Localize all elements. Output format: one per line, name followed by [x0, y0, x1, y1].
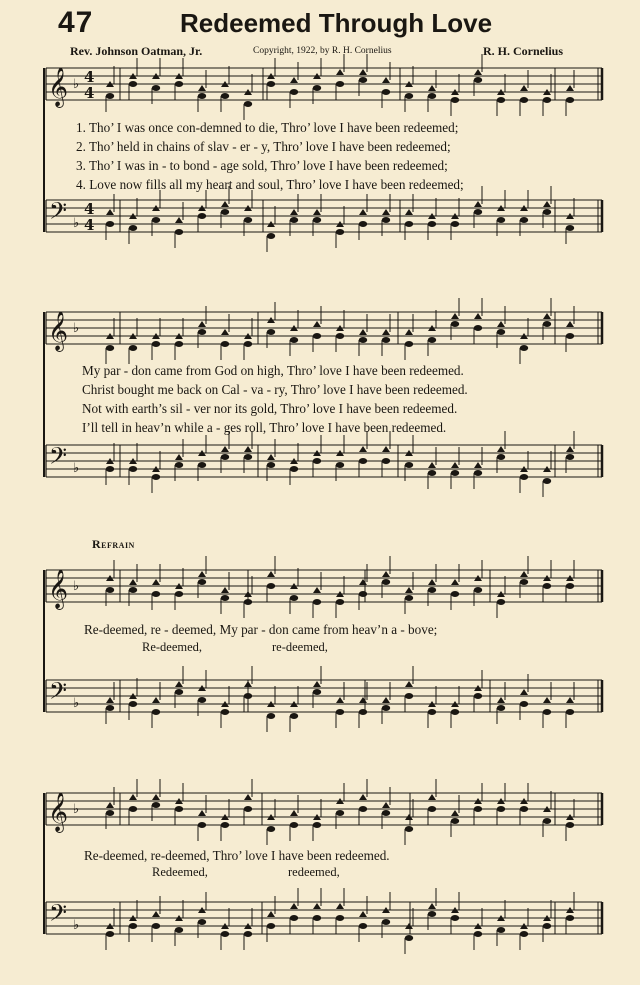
note-head	[543, 697, 551, 703]
note-head	[129, 466, 137, 472]
note-head	[520, 806, 528, 812]
treble-clef-icon: 𝄞	[48, 311, 69, 351]
time-signature-bottom: 4	[84, 216, 95, 234]
flat-icon: ♭	[73, 802, 80, 817]
note-head	[198, 462, 206, 468]
note-head	[428, 93, 436, 99]
note-head	[359, 77, 367, 83]
note-head	[290, 810, 298, 816]
note-head	[267, 583, 275, 589]
note-head	[382, 579, 390, 585]
note-head	[244, 931, 252, 937]
note-head	[221, 822, 229, 828]
note-head	[382, 919, 390, 925]
note-head	[290, 822, 298, 828]
note-head	[175, 927, 183, 933]
note-head	[497, 97, 505, 103]
note-head	[543, 321, 551, 327]
note-head	[336, 81, 344, 87]
note-head	[244, 794, 252, 800]
note-head	[405, 93, 413, 99]
note-head	[474, 325, 482, 331]
note-head	[428, 903, 436, 909]
note-head	[244, 341, 252, 347]
note-head	[428, 221, 436, 227]
note-head	[474, 806, 482, 812]
refrain-echo-1b: re-deemed,	[272, 640, 328, 654]
note-head	[106, 345, 114, 351]
note-head	[267, 462, 275, 468]
note-head	[175, 341, 183, 347]
refrain-echo-2b: redeemed,	[288, 865, 340, 879]
note-head	[566, 709, 574, 715]
note-head	[359, 911, 367, 917]
note-head	[497, 806, 505, 812]
note-head	[175, 806, 183, 812]
note-head	[152, 794, 160, 800]
note-head	[221, 329, 229, 335]
verse-4-line-b: I’ll tell in heav’n while a - ges roll, Thro’ love I have been redeemed.	[82, 420, 447, 435]
note-head	[106, 705, 114, 711]
note-head	[543, 923, 551, 929]
note-head	[451, 709, 459, 715]
note-head	[451, 462, 459, 468]
note-head	[428, 587, 436, 593]
note-head	[428, 579, 436, 585]
note-head	[497, 321, 505, 327]
note-head	[244, 693, 252, 699]
note-head	[566, 321, 574, 327]
note-head	[290, 595, 298, 601]
note-head	[267, 923, 275, 929]
note-head	[129, 701, 137, 707]
note-head	[543, 313, 551, 319]
note-head	[405, 693, 413, 699]
note-head	[428, 337, 436, 343]
note-head	[313, 903, 321, 909]
note-head	[290, 466, 298, 472]
note-head	[382, 571, 390, 577]
note-head	[244, 599, 252, 605]
note-head	[152, 217, 160, 223]
note-head	[221, 93, 229, 99]
note-head	[382, 446, 390, 452]
note-head	[198, 810, 206, 816]
note-head	[290, 89, 298, 95]
note-head	[451, 915, 459, 921]
note-head	[129, 345, 137, 351]
note-head	[336, 462, 344, 468]
note-head	[566, 822, 574, 828]
note-head	[106, 931, 114, 937]
note-head	[520, 217, 528, 223]
note-head	[198, 329, 206, 335]
note-head	[152, 85, 160, 91]
copyright-notice: Copyright, 1922, by R. H. Cornelius	[253, 46, 392, 56]
note-head	[313, 333, 321, 339]
note-head	[175, 462, 183, 468]
note-head	[244, 806, 252, 812]
note-head	[129, 794, 137, 800]
note-head	[267, 233, 275, 239]
note-head	[313, 217, 321, 223]
note-head	[382, 77, 390, 83]
bass-clef-icon: 𝄢	[49, 442, 68, 475]
note-head	[106, 209, 114, 215]
note-head	[290, 217, 298, 223]
note-head	[543, 709, 551, 715]
note-head	[497, 217, 505, 223]
note-head	[520, 97, 528, 103]
note-head	[290, 713, 298, 719]
note-head	[359, 458, 367, 464]
note-head	[198, 919, 206, 925]
note-head	[382, 705, 390, 711]
note-head	[428, 911, 436, 917]
note-head	[221, 587, 229, 593]
verse-1-line-b: My par - don came from God on high, Thro’ love I have been redeemed.	[82, 363, 464, 378]
note-head	[520, 85, 528, 91]
note-head	[244, 446, 252, 452]
note-head	[175, 591, 183, 597]
verse-3-line-a: 3. Tho’ I was in - to bond - age sold, Thro’ love I have been redeemed;	[76, 158, 448, 173]
note-head	[474, 201, 482, 207]
author-credit: Rev. Johnson Oatman, Jr.	[70, 44, 203, 58]
note-head	[520, 345, 528, 351]
bass-clef-icon: 𝄢	[49, 677, 68, 710]
note-head	[382, 89, 390, 95]
note-head	[152, 709, 160, 715]
note-head	[313, 85, 321, 91]
note-head	[359, 709, 367, 715]
note-head	[405, 209, 413, 215]
note-head	[198, 93, 206, 99]
note-head	[175, 454, 183, 460]
note-head	[152, 474, 160, 480]
note-head	[106, 587, 114, 593]
note-head	[313, 458, 321, 464]
note-head	[336, 697, 344, 703]
note-head	[106, 93, 114, 99]
verse-1-line-a: 1. Tho’ I was once con-demned to die, Thro’ love I have been redeemed;	[76, 120, 459, 135]
note-head	[267, 571, 275, 577]
note-head	[451, 810, 459, 816]
flat-icon: ♭	[73, 461, 80, 476]
note-head	[336, 599, 344, 605]
note-head	[428, 85, 436, 91]
note-head	[474, 313, 482, 319]
note-head	[313, 321, 321, 327]
composer-credit: R. H. Cornelius	[483, 44, 564, 58]
note-head	[313, 587, 321, 593]
note-head	[313, 822, 321, 828]
flat-icon: ♭	[73, 579, 80, 594]
note-head	[497, 697, 505, 703]
refrain-line-2: Re-deemed, re-deemed, Thro’ love I have been redeemed.	[84, 848, 390, 863]
note-head	[336, 903, 344, 909]
note-head	[106, 810, 114, 816]
hymn-number: 47	[58, 6, 94, 39]
note-head	[474, 587, 482, 593]
note-head	[129, 923, 137, 929]
note-head	[451, 579, 459, 585]
note-head	[566, 333, 574, 339]
note-head	[221, 931, 229, 937]
note-head	[520, 689, 528, 695]
note-head	[221, 709, 229, 715]
note-head	[497, 927, 505, 933]
note-head	[451, 97, 459, 103]
note-head	[244, 681, 252, 687]
note-head	[520, 571, 528, 577]
note-head	[566, 583, 574, 589]
refrain-echo-2a: Redeemed,	[152, 865, 208, 879]
note-head	[129, 225, 137, 231]
note-head	[336, 810, 344, 816]
note-head	[497, 329, 505, 335]
note-head	[474, 470, 482, 476]
note-head	[129, 81, 137, 87]
note-head	[152, 591, 160, 597]
note-head	[152, 923, 160, 929]
verse-4-line-a: 4. Love now fills all my heart and soul, Thro’ love I have been redeemed;	[76, 177, 464, 192]
note-head	[451, 221, 459, 227]
verse-3-line-b: Not with earth’s sil - ver nor its gold, Thro’ love I have been redeemed.	[82, 401, 458, 416]
note-head	[244, 217, 252, 223]
note-head	[175, 681, 183, 687]
note-head	[152, 802, 160, 808]
note-head	[359, 221, 367, 227]
note-head	[520, 701, 528, 707]
note-head	[382, 697, 390, 703]
note-head	[566, 225, 574, 231]
note-head	[152, 579, 160, 585]
note-head	[267, 454, 275, 460]
note-head	[198, 213, 206, 219]
flat-icon: ♭	[73, 321, 80, 336]
note-head	[474, 693, 482, 699]
note-head	[543, 201, 551, 207]
note-head	[198, 571, 206, 577]
verse-2-line-b: Christ bought me back on Cal - va - ry, Thro’ love I have been redeemed.	[82, 382, 468, 397]
note-head	[497, 599, 505, 605]
note-head	[382, 337, 390, 343]
note-head	[566, 446, 574, 452]
note-head	[474, 69, 482, 75]
note-head	[566, 97, 574, 103]
note-head	[336, 915, 344, 921]
note-head	[106, 466, 114, 472]
note-head	[543, 583, 551, 589]
note-head	[336, 333, 344, 339]
refrain-label: Refrain	[92, 537, 135, 551]
bass-clef-icon: 𝄢	[49, 899, 68, 932]
note-head	[566, 454, 574, 460]
note-head	[221, 209, 229, 215]
note-head	[405, 826, 413, 832]
treble-clef-icon: 𝄞	[48, 67, 69, 107]
note-head	[428, 806, 436, 812]
note-head	[267, 826, 275, 832]
note-head	[359, 329, 367, 335]
note-head	[451, 591, 459, 597]
note-head	[313, 689, 321, 695]
note-head	[290, 77, 298, 83]
note-head	[175, 689, 183, 695]
note-head	[405, 329, 413, 335]
note-head	[566, 697, 574, 703]
note-head	[428, 794, 436, 800]
note-head	[359, 579, 367, 585]
note-head	[106, 697, 114, 703]
time-signature-top: 4	[84, 200, 95, 218]
note-head	[405, 587, 413, 593]
hymn-title: Redeemed Through Love	[180, 8, 493, 38]
note-head	[198, 85, 206, 91]
note-head	[405, 935, 413, 941]
note-head	[267, 911, 275, 917]
note-head	[474, 209, 482, 215]
note-head	[451, 321, 459, 327]
note-head	[497, 454, 505, 460]
note-head	[359, 446, 367, 452]
note-head	[359, 806, 367, 812]
note-head	[474, 77, 482, 83]
note-head	[198, 579, 206, 585]
note-head	[382, 802, 390, 808]
note-head	[382, 209, 390, 215]
note-head	[382, 217, 390, 223]
note-head	[129, 579, 137, 585]
note-head	[405, 462, 413, 468]
note-head	[336, 69, 344, 75]
note-head	[428, 462, 436, 468]
note-head	[359, 697, 367, 703]
note-head	[543, 97, 551, 103]
note-head	[520, 931, 528, 937]
note-head	[405, 595, 413, 601]
note-head	[152, 697, 160, 703]
note-head	[382, 810, 390, 816]
note-head	[428, 709, 436, 715]
note-head	[405, 341, 413, 347]
note-head	[221, 454, 229, 460]
note-head	[451, 818, 459, 824]
note-head	[428, 470, 436, 476]
note-head	[359, 591, 367, 597]
refrain-echo-1a: Re-deemed,	[142, 640, 203, 654]
note-head	[474, 462, 482, 468]
note-head	[313, 681, 321, 687]
note-head	[221, 446, 229, 452]
note-head	[405, 681, 413, 687]
note-head	[198, 697, 206, 703]
note-head	[290, 209, 298, 215]
flat-icon: ♭	[73, 696, 80, 711]
note-head	[359, 337, 367, 343]
note-head	[497, 705, 505, 711]
note-head	[106, 802, 114, 808]
note-head	[152, 911, 160, 917]
note-head	[451, 313, 459, 319]
note-head	[451, 470, 459, 476]
note-head	[129, 806, 137, 812]
note-head	[520, 579, 528, 585]
note-head	[382, 329, 390, 335]
note-head	[290, 337, 298, 343]
note-head	[221, 341, 229, 347]
note-head	[566, 915, 574, 921]
note-head	[267, 713, 275, 719]
note-head	[244, 454, 252, 460]
time-signature-bottom: 4	[84, 84, 95, 102]
note-head	[152, 341, 160, 347]
verse-2-line-a: 2. Tho’ held in chains of slav - er - y, Thro’ love I have been redeemed;	[76, 139, 451, 154]
note-head	[221, 595, 229, 601]
note-head	[543, 818, 551, 824]
note-head	[198, 822, 206, 828]
note-head	[198, 321, 206, 327]
note-head	[382, 458, 390, 464]
note-head	[129, 587, 137, 593]
note-head	[497, 446, 505, 452]
note-head	[359, 794, 367, 800]
note-head	[175, 81, 183, 87]
note-head	[290, 903, 298, 909]
treble-clef-icon: 𝄞	[48, 569, 69, 609]
note-head	[313, 599, 321, 605]
treble-clef-icon: 𝄞	[48, 792, 69, 832]
flat-icon: ♭	[73, 216, 80, 231]
note-head	[543, 209, 551, 215]
note-head	[359, 923, 367, 929]
note-head	[520, 474, 528, 480]
flat-icon: ♭	[73, 918, 80, 933]
note-head	[106, 221, 114, 227]
note-head	[313, 209, 321, 215]
flat-icon: ♭	[73, 77, 80, 92]
note-head	[336, 229, 344, 235]
note-head	[336, 709, 344, 715]
note-head	[359, 209, 367, 215]
note-head	[405, 221, 413, 227]
note-head	[474, 931, 482, 937]
note-head	[175, 217, 183, 223]
note-head	[543, 478, 551, 484]
note-head	[267, 329, 275, 335]
refrain-line-1: Re-deemed, re - deemed, My par - don came from heav’n a - bove;	[84, 622, 438, 637]
note-head	[566, 85, 574, 91]
note-head	[313, 915, 321, 921]
note-head	[221, 201, 229, 207]
note-head	[290, 915, 298, 921]
note-head	[267, 81, 275, 87]
note-head	[175, 229, 183, 235]
time-signature-top: 4	[84, 68, 95, 86]
bass-clef-icon: 𝄢	[49, 197, 68, 230]
note-head	[359, 69, 367, 75]
note-head	[244, 101, 252, 107]
